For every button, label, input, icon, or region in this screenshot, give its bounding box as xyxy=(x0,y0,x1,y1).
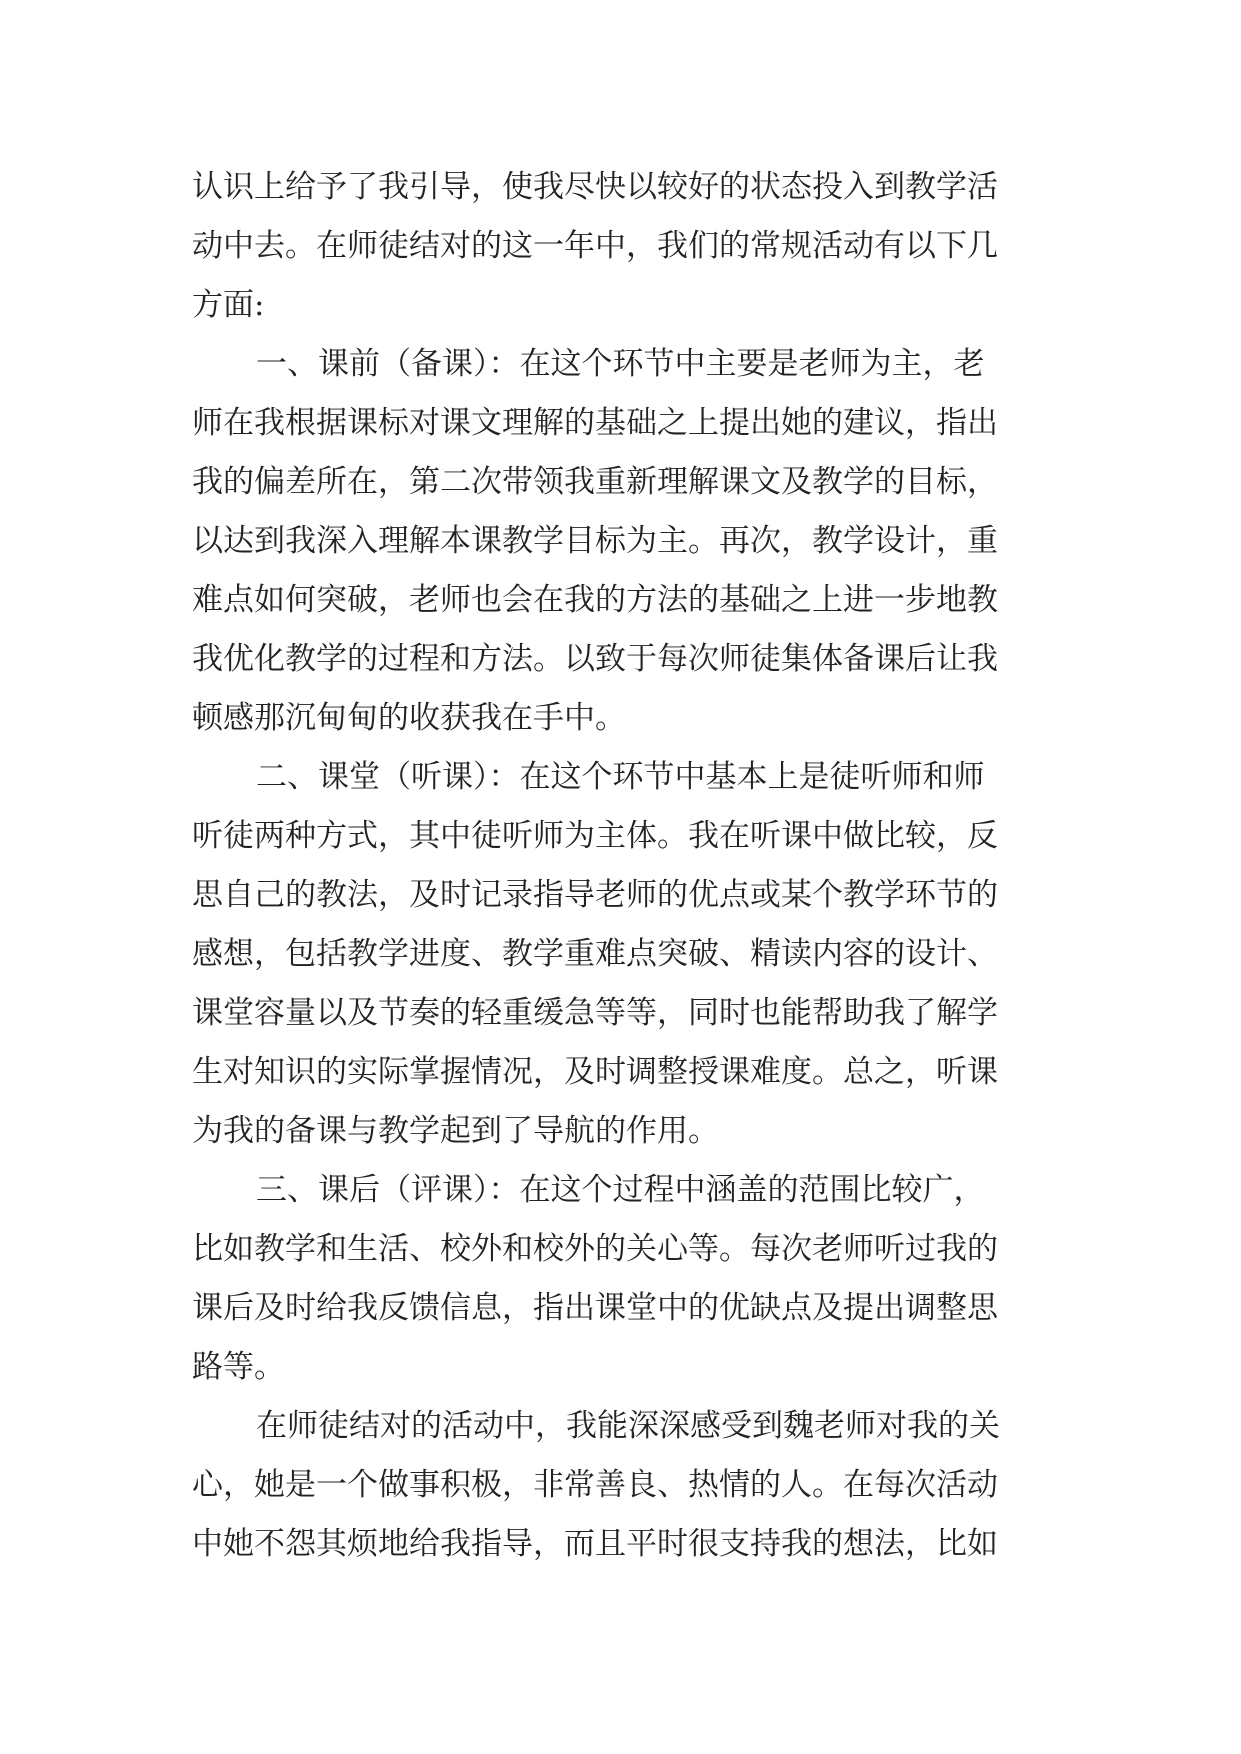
text-line: 为我的备课与教学起到了导航的作用。 xyxy=(192,1113,719,1149)
text-line: 三、课后（评课）：在这个过程中涵盖的范围比较广， xyxy=(256,1172,985,1208)
text-line: 中她不怨其烦地给我指导，而且平时很支持我的想法，比如 xyxy=(192,1526,998,1562)
text-line: 生对知识的实际掌握情况，及时调整授课难度。总之，听课 xyxy=(192,1054,998,1090)
text-line: 师在我根据课标对课文理解的基础之上提出她的建议，指出 xyxy=(192,405,998,441)
text-line: 比如教学和生活、校外和校外的关心等。每次老师听过我的 xyxy=(192,1231,998,1267)
text-line: 认识上给予了我引导，使我尽快以较好的状态投入到教学活 xyxy=(192,169,998,205)
text-line: 感想，包括教学进度、教学重难点突破、精读内容的设计、 xyxy=(192,936,998,972)
text-line: 方面: xyxy=(192,287,265,323)
text-line: 课后及时给我反馈信息，指出课堂中的优缺点及提出调整思 xyxy=(192,1290,998,1326)
text-line: 思自己的教法，及时记录指导老师的优点或某个教学环节的 xyxy=(192,877,998,913)
text-line: 难点如何突破，老师也会在我的方法的基础之上进一步地教 xyxy=(192,582,998,618)
text-line: 以达到我深入理解本课教学目标为主。再次，教学设计，重 xyxy=(192,523,998,559)
text-line: 心，她是一个做事积极，非常善良、热情的人。在每次活动 xyxy=(192,1467,998,1503)
text-line: 我优化教学的过程和方法。以致于每次师徒集体备课后让我 xyxy=(192,641,998,677)
text-line: 路等。 xyxy=(192,1349,285,1385)
text-line: 动中去。在师徒结对的这一年中，我们的常规活动有以下几 xyxy=(192,228,998,264)
document-body xyxy=(192,158,1062,1574)
text-line: 一、课前（备课）：在这个环节中主要是老师为主，老 xyxy=(256,346,985,382)
text-line: 听徒两种方式，其中徒听师为主体。我在听课中做比较，反 xyxy=(192,818,998,854)
text-line: 二、课堂（听课）：在这个环节中基本上是徒听师和师 xyxy=(256,759,985,795)
text-line: 顿感那沉甸甸的收获我在手中。 xyxy=(192,700,626,736)
text-line: 课堂容量以及节奏的轻重缓急等等，同时也能帮助我了解学 xyxy=(192,995,998,1031)
text-line: 我的偏差所在，第二次带领我重新理解课文及教学的目标， xyxy=(192,464,998,500)
text-line: 在师徒结对的活动中，我能深深感受到魏老师对我的关 xyxy=(256,1408,1000,1444)
